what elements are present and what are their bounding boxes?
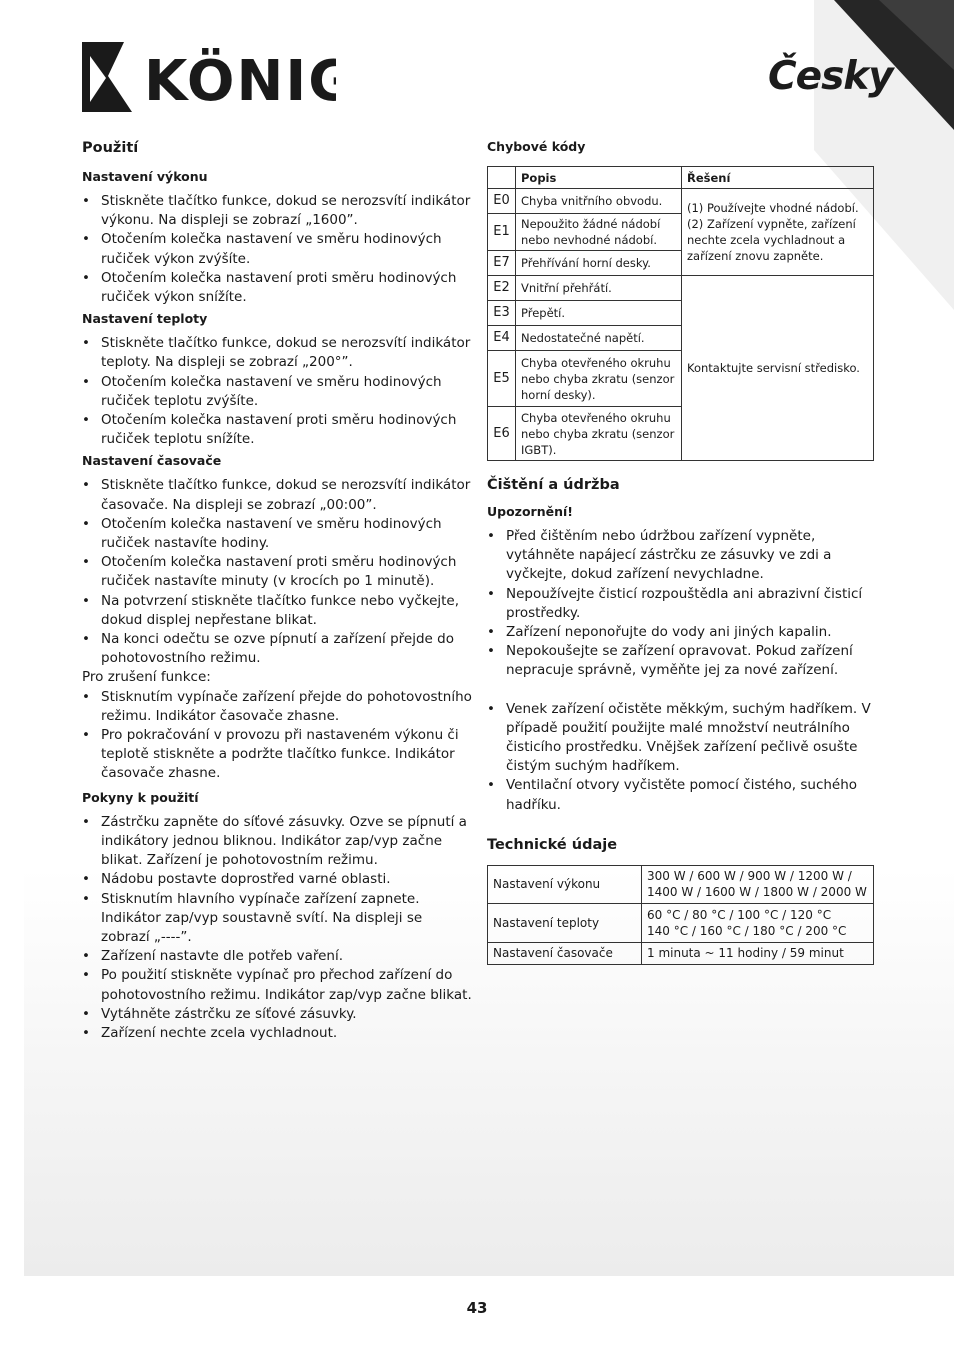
list-item: • Otočením kolečka nastavení ve směru hodinových ručiček nastavíte hodiny. <box>82 515 474 553</box>
list-item: • Na konci odečtu se ozve pípnutí a zařízení přejde do pohotovostního režimu. <box>82 630 474 668</box>
error-description: Chyba otevřeného okruhu nebo chyba zkratu (senzor horní desky). <box>516 351 682 407</box>
power-heading: Nastavení výkonu <box>82 169 208 184</box>
table-row <box>488 189 874 214</box>
spec-label: Nastavení časovače <box>488 942 642 964</box>
logo-mark <box>80 40 336 114</box>
right-column <box>487 138 877 965</box>
spec-value <box>642 903 874 942</box>
list-item: • Nepoužívejte čisticí rozpouštědla ani abrazivní čisticí prostředky. <box>487 585 877 623</box>
cleaning-heading: Čištění a údržba <box>487 477 620 493</box>
error-solution: Kontaktujte servisní středisko. <box>682 276 874 461</box>
error-code: E1 <box>488 214 516 251</box>
instructions-heading: Pokyny k použití <box>82 789 199 805</box>
error-solution: (1) Používejte vhodné nádobí. (2) Zařízení vypněte, zařízení nechte zcela vychladnout a zařízení znovu zapněte. <box>682 189 874 276</box>
spec-value-line: 1400 W / 1600 W / 1800 W / 2000 W <box>647 885 867 900</box>
page-number: 43 <box>466 1299 488 1317</box>
error-codes-heading: Chybové kódy <box>487 139 586 154</box>
list-item: • Otočením kolečka nastavení proti směru hodinových ručiček nastavíte minuty (v krocích po 1 minutě). <box>82 553 474 591</box>
error-code: E3 <box>488 301 516 326</box>
temperature-heading: Nastavení teploty <box>82 311 208 327</box>
cleaning-warning-list <box>487 527 877 681</box>
usage-title: Použití <box>82 140 139 156</box>
list-item: • Vytáhněte zástrčku ze síťové zásuvky. <box>82 1005 474 1024</box>
instructions-list <box>82 813 474 1043</box>
spec-label: Nastavení výkonu <box>488 865 642 903</box>
error-description: Chyba otevřeného okruhu nebo chyba zkratu (senzor IGBT). <box>516 407 682 461</box>
spec-value <box>642 865 874 903</box>
spec-value: 1 minuta ~ 11 hodiny / 59 minut <box>642 942 874 964</box>
error-description: Chyba vnitřního obvodu. <box>516 189 682 214</box>
list-item: • Otočením kolečka nastavení ve směru hodinových ručiček teplotu zvýšíte. <box>82 373 474 411</box>
cleaning-list <box>487 700 877 815</box>
list-item: • Pro pokračování v provozu při nastaveném výkonu či teplotě stiskněte a podržte tlačítko funkce. Indikátor časovače zhasne. <box>82 726 474 784</box>
list-item: • Stiskněte tlačítko funkce, dokud se nerozsvítí indikátor výkonu. Na displeji se zobrazí „1600”. <box>82 192 474 230</box>
error-description: Přehřívání horní desky. <box>516 251 682 276</box>
list-item: • Stisknutím vypínače zařízení přejde do pohotovostního režimu. Indikátor časovače zhasne. <box>82 688 474 726</box>
list-item: • Zástrčku zapněte do síťové zásuvky. Ozve se pípnutí a indikátory jednou bliknou. Indikátor zap/vyp začne blikat. Zařízení je pohotovostním režimu. <box>82 813 474 871</box>
list-item: • Venek zařízení očistěte měkkým, suchým hadříkem. V případě použití použijte malé množství neutrálního čisticího prostředku. Vnějšek zařízení pečlivě osušte čistým suchým hadříkem. <box>487 700 877 777</box>
table-header-cell: Popis <box>516 167 682 189</box>
error-code: E2 <box>488 276 516 301</box>
cleaning-warning: Upozornění! <box>487 504 573 519</box>
list-item: • Po použití stiskněte vypínač pro přechod zařízení do pohotovostního režimu. Indikátor zap/vyp začne blikat. <box>82 966 474 1004</box>
usage-column <box>82 138 474 1043</box>
list-item: • Stiskněte tlačítko funkce, dokud se nerozsvítí indikátor časovače. Na displeji se zobrazí „00:00”. <box>82 476 474 514</box>
error-code: E0 <box>488 189 516 214</box>
specs-heading: Technické údaje <box>487 836 618 853</box>
error-code: E6 <box>488 407 516 461</box>
error-description: Nepoužito žádné nádobí nebo nevhodné nádobí. <box>516 214 682 251</box>
list-item: • Zařízení nastavte dle potřeb vaření. <box>82 947 474 966</box>
table-row <box>488 903 874 942</box>
language-title: Česky <box>768 54 893 99</box>
logo-wordmark: KÖNIG <box>144 49 336 114</box>
list-item: • Zařízení nechte zcela vychladnout. <box>82 1024 474 1043</box>
spec-value-line: 300 W / 600 W / 900 W / 1200 W / <box>647 869 852 884</box>
power-list <box>82 192 474 307</box>
timer-list <box>82 476 474 668</box>
error-description: Přepětí. <box>516 301 682 326</box>
error-description: Nedostatečné napětí. <box>516 326 682 351</box>
table-row <box>488 276 874 301</box>
error-code: E7 <box>488 251 516 276</box>
list-item: • Nádobu postavte doprostřed varné oblasti. <box>82 870 474 889</box>
specs-table <box>487 865 874 965</box>
error-code: E5 <box>488 351 516 407</box>
cancel-list <box>82 688 474 784</box>
table-header-cell <box>488 167 516 189</box>
list-item: • Ventilační otvory vyčistěte pomocí čistého, suchého hadříku. <box>487 776 877 814</box>
list-item: • Otočením kolečka nastavení proti směru hodinových ručiček teplotu snížíte. <box>82 411 474 449</box>
table-header-cell: Řešení <box>682 167 874 189</box>
cancel-label: Pro zrušení funkce: <box>82 669 211 686</box>
error-description: Vnitřní přehřátí. <box>516 276 682 301</box>
konig-logo <box>80 40 336 114</box>
list-item: • Stiskněte tlačítko funkce, dokud se nerozsvítí indikátor teploty. Na displeji se zobrazí „200°”. <box>82 334 474 372</box>
spec-value-line: 140 °C / 160 °C / 180 °C / 200 °C <box>647 923 847 938</box>
list-item: • Otočením kolečka nastavení proti směru hodinových ručiček výkon snížíte. <box>82 269 474 307</box>
list-item: • Před čištěním nebo údržbou zařízení vypněte, vytáhněte napájecí zástrčku ze zásuvky ve zdi a vyčkejte, dokud zařízení nevychladne. <box>487 527 877 585</box>
spec-label: Nastavení teploty <box>488 903 642 942</box>
spec-value-line: 60 °C / 80 °C / 100 °C / 120 °C <box>647 907 832 922</box>
list-item: • Otočením kolečka nastavení ve směru hodinových ručiček výkon zvýšíte. <box>82 230 474 268</box>
table-header-row <box>488 167 874 189</box>
list-item: • Zařízení neponořujte do vody ani jiných kapalin. <box>487 623 877 642</box>
table-row <box>488 942 874 964</box>
error-codes-table <box>487 166 874 461</box>
list-item: • Na potvrzení stiskněte tlačítko funkce nebo vyčkejte, dokud displej nepřestane blikat. <box>82 592 474 630</box>
table-row <box>488 865 874 903</box>
list-item: • Nepokoušejte se zařízení opravovat. Pokud zařízení nepracuje správně, vyměňte jej za nové zařízení. <box>487 642 877 680</box>
error-code: E4 <box>488 326 516 351</box>
list-item: • Stisknutím hlavního vypínače zařízení zapnete. Indikátor zap/vyp soustavně svítí. Na displeji se zobrazí „----”. <box>82 890 474 948</box>
timer-heading: Nastavení časovače <box>82 453 222 469</box>
temperature-list <box>82 334 474 449</box>
